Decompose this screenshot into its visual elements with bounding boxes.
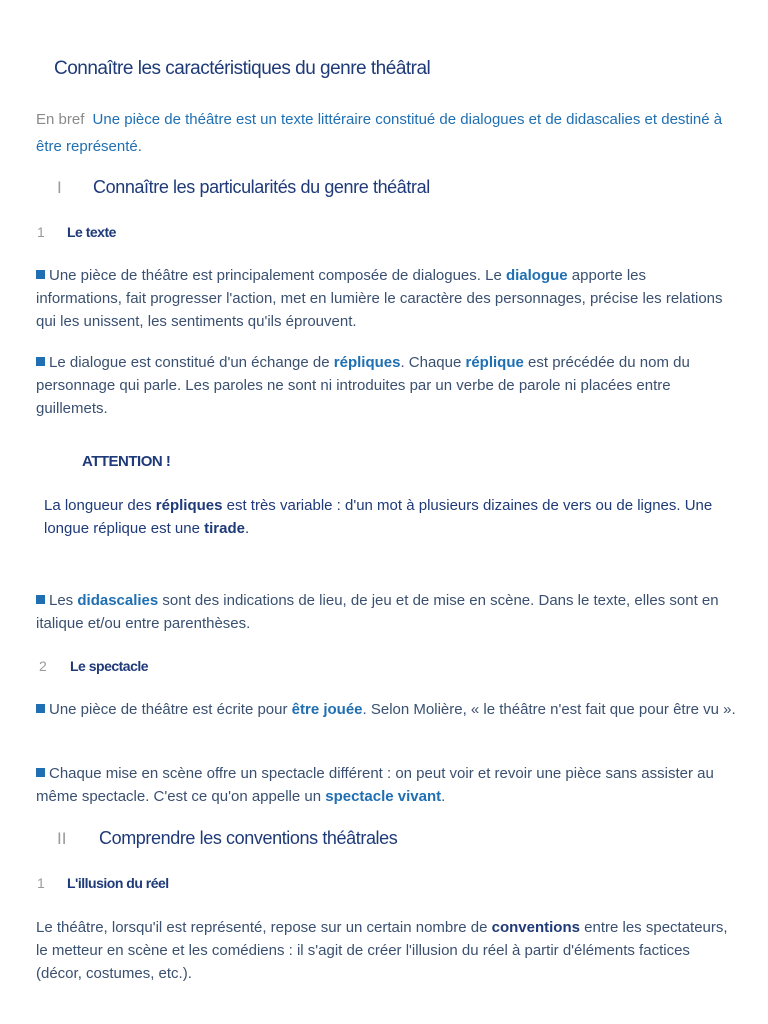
bullet-square-icon: [36, 357, 45, 366]
keyword-conventions: conventions: [491, 919, 580, 936]
bullet-square-icon: [36, 595, 45, 604]
paragraph-dialogue: Une pièce de théâtre est principalement composée de dialogues. Le dialogue apporte les informations, fait progresser l'action, met en lumière le caractère des personnages, précise les relations qui les unissent, les sentiments qu'ils éprouvent.: [36, 267, 723, 330]
section2-title: Comprendre les conventions théâtrales: [99, 828, 398, 848]
keyword-spectacle-vivant: spectacle vivant: [325, 788, 442, 805]
paragraph-etre-jouee: Une pièce de théâtre est écrite pour être jouée. Selon Molière, « le théâtre n'est fait que pour être vu ».: [36, 698, 736, 721]
bullet-square-icon: [36, 768, 45, 777]
sub2-title: Le spectacle: [70, 658, 149, 674]
keyword-replique: réplique: [465, 354, 524, 371]
paragraph-repliques: Le dialogue est constitué d'un échange de répliques. Chaque réplique est précédée du nom du personnage qui parle. Les paroles ne sont ni introduites par un verbe de parole ni placées entre guillemets.: [36, 354, 690, 417]
section2-sub1-title: L'illusion du réel: [67, 875, 169, 891]
sub1-title: Le texte: [67, 224, 116, 240]
en-bref-text: Une pièce de théâtre est un texte littéraire constitué de dialogues et de didascalies et destiné à être représenté.: [36, 111, 723, 155]
section2-number: II: [57, 829, 67, 848]
keyword-didascalies: didascalies: [77, 592, 159, 609]
section1-title: Connaître les particularités du genre théâtral: [93, 177, 430, 197]
en-bref-summary: [36, 106, 736, 160]
attention-label: ATTENTION !: [82, 453, 171, 470]
sub2-number: 2: [39, 658, 47, 674]
bullet-square-icon: [36, 270, 45, 279]
paragraph-didascalies: Les didascalies sont des indications de lieu, de jeu et de mise en scène. Dans le texte, elles sont en italique et/ou entre parenthèses.: [36, 592, 719, 632]
keyword-repliques: répliques: [155, 497, 223, 514]
sub1-number: 1: [37, 224, 45, 240]
section2-sub1-number: 1: [37, 875, 45, 891]
en-bref-label: En bref: [36, 111, 85, 128]
attention-box: La longueur des répliques est très variable : d'un mot à plusieurs dizaines de vers ou de lignes. Une longue réplique est une tirade.: [44, 497, 713, 537]
page-title: Connaître les caractéristiques du genre théâtral: [54, 58, 431, 79]
bullet-square-icon: [36, 704, 45, 713]
paragraph-spectacle-vivant: Chaque mise en scène offre un spectacle différent : on peut voir et revoir une pièce sans assister au même spectacle. C'est ce qu'on appelle un spectacle vivant.: [36, 765, 714, 805]
keyword-repliques: répliques: [333, 354, 401, 371]
keyword-tirade: tirade: [204, 520, 245, 537]
paragraph-conventions: Le théâtre, lorsqu'il est représenté, repose sur un certain nombre de conventions entre les spectateurs, le metteur en scène et les comédiens : il s'agit de créer l'illusion du réel à partir d'éléments factices (décor, costumes, etc.).: [36, 919, 728, 982]
keyword-dialogue: dialogue: [505, 267, 568, 284]
section1-number: I: [57, 178, 62, 197]
keyword-etre-jouee: être jouée: [291, 701, 363, 718]
